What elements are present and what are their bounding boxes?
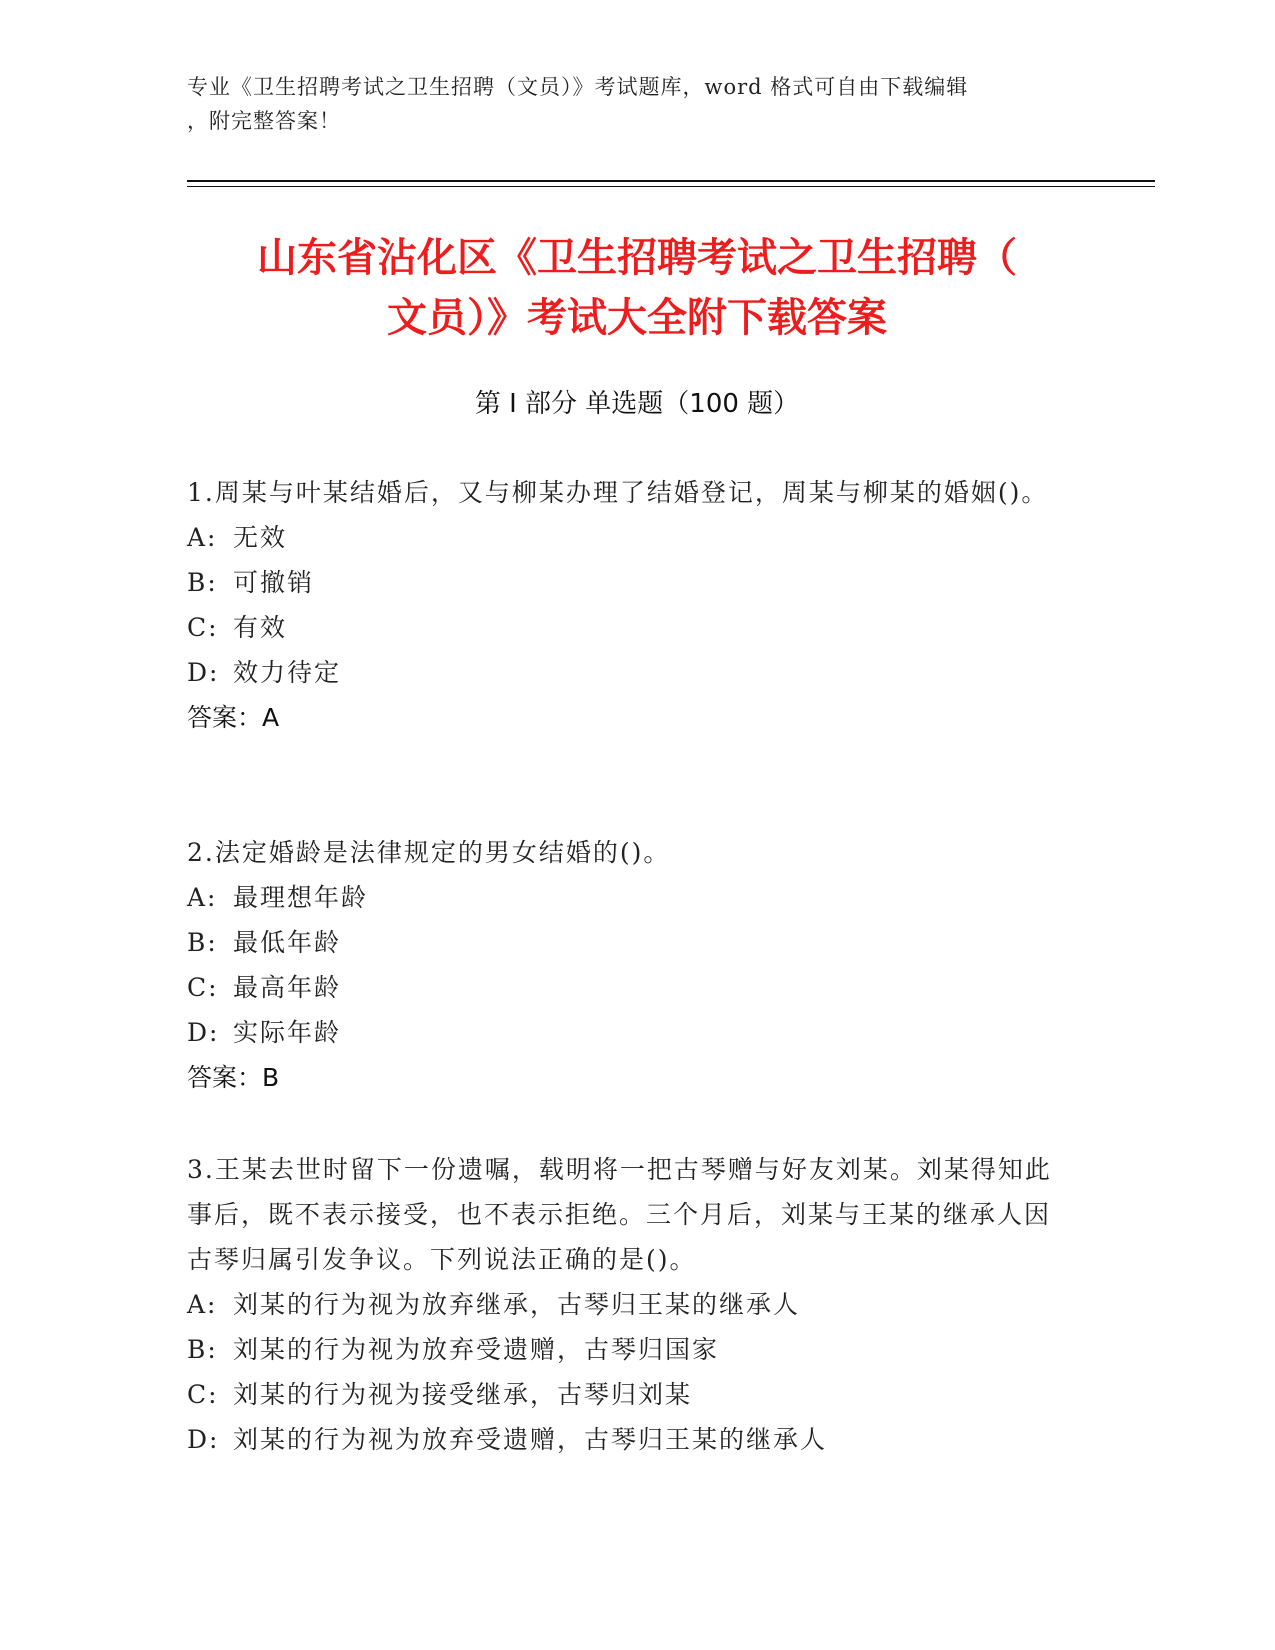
option-text: 可撤销 (233, 568, 315, 597)
question-2 (187, 830, 1067, 1100)
header-note-line-1: 专业《卫生招聘考试之卫生招聘（文员）》考试题库，word 格式可自由下载编辑 (187, 75, 969, 99)
option-letter: C: (187, 613, 219, 642)
option-letter: D: (187, 1018, 220, 1047)
header-rule-thin (187, 186, 1155, 187)
option-text: 效力待定 (233, 658, 342, 687)
option-text: 刘某的行为视为放弃受遗赠，古琴归王某的继承人 (233, 1425, 828, 1454)
question-stem: 3.王某去世时留下一份遗嘱，载明将一把古琴赠与好友刘某。刘某得知此事后，既不表示接受，也不表示拒绝。三个月后，刘某与王某的继承人因古琴归属引发争议。下列说法正确的是()。 (187, 1155, 1052, 1274)
option-letter: D: (187, 1425, 220, 1454)
option-text: 无效 (233, 523, 288, 552)
option-c (187, 965, 1067, 1010)
option-b (187, 560, 1067, 605)
question-1 (187, 470, 1067, 740)
question-stem: 2.法定婚龄是法律规定的男女结婚的()。 (187, 838, 671, 867)
option-letter: A: (187, 1290, 218, 1319)
option-a (187, 515, 1067, 560)
option-letter: D: (187, 658, 220, 687)
header-note (187, 70, 1067, 138)
option-letter: A: (187, 883, 218, 912)
option-d (187, 1417, 1067, 1462)
header-note-line-2: ，附完整答案！ (187, 109, 341, 133)
answer: 答案：B (187, 1063, 280, 1092)
section-title: 第 I 部分 单选题（100 题） (474, 389, 800, 419)
option-text: 刘某的行为视为接受继承，古琴归刘某 (233, 1380, 693, 1409)
option-text: 最高年龄 (233, 973, 342, 1002)
option-b (187, 1327, 1067, 1372)
question-3 (187, 1147, 1067, 1462)
option-a (187, 1282, 1067, 1327)
option-text: 最低年龄 (233, 928, 342, 957)
option-text: 实际年龄 (233, 1018, 342, 1047)
option-a (187, 875, 1067, 920)
option-d (187, 650, 1067, 695)
answer: 答案：A (187, 703, 280, 732)
option-d (187, 1010, 1067, 1055)
option-text: 刘某的行为视为放弃继承，古琴归王某的继承人 (233, 1290, 801, 1319)
document-title (187, 228, 1087, 348)
option-b (187, 920, 1067, 965)
option-text: 最理想年龄 (233, 883, 369, 912)
option-letter: B: (187, 568, 218, 597)
option-letter: C: (187, 1380, 219, 1409)
option-text: 刘某的行为视为放弃受遗赠，古琴归国家 (233, 1335, 720, 1364)
option-letter: B: (187, 928, 218, 957)
option-letter: A: (187, 523, 218, 552)
question-stem: 1.周某与叶某结婚后，又与柳某办理了结婚登记，周某与柳某的婚姻()。 (187, 478, 1049, 507)
option-letter: B: (187, 1335, 218, 1364)
option-text: 有效 (233, 613, 288, 642)
option-c (187, 1372, 1067, 1417)
header-rule-thick (187, 180, 1155, 182)
document-title-line-2: 文员）》考试大全附下载答案 (387, 295, 887, 341)
option-c (187, 605, 1067, 650)
option-letter: C: (187, 973, 219, 1002)
document-title-line-1: 山东省沾化区《卫生招聘考试之卫生招聘（ (257, 235, 1017, 281)
